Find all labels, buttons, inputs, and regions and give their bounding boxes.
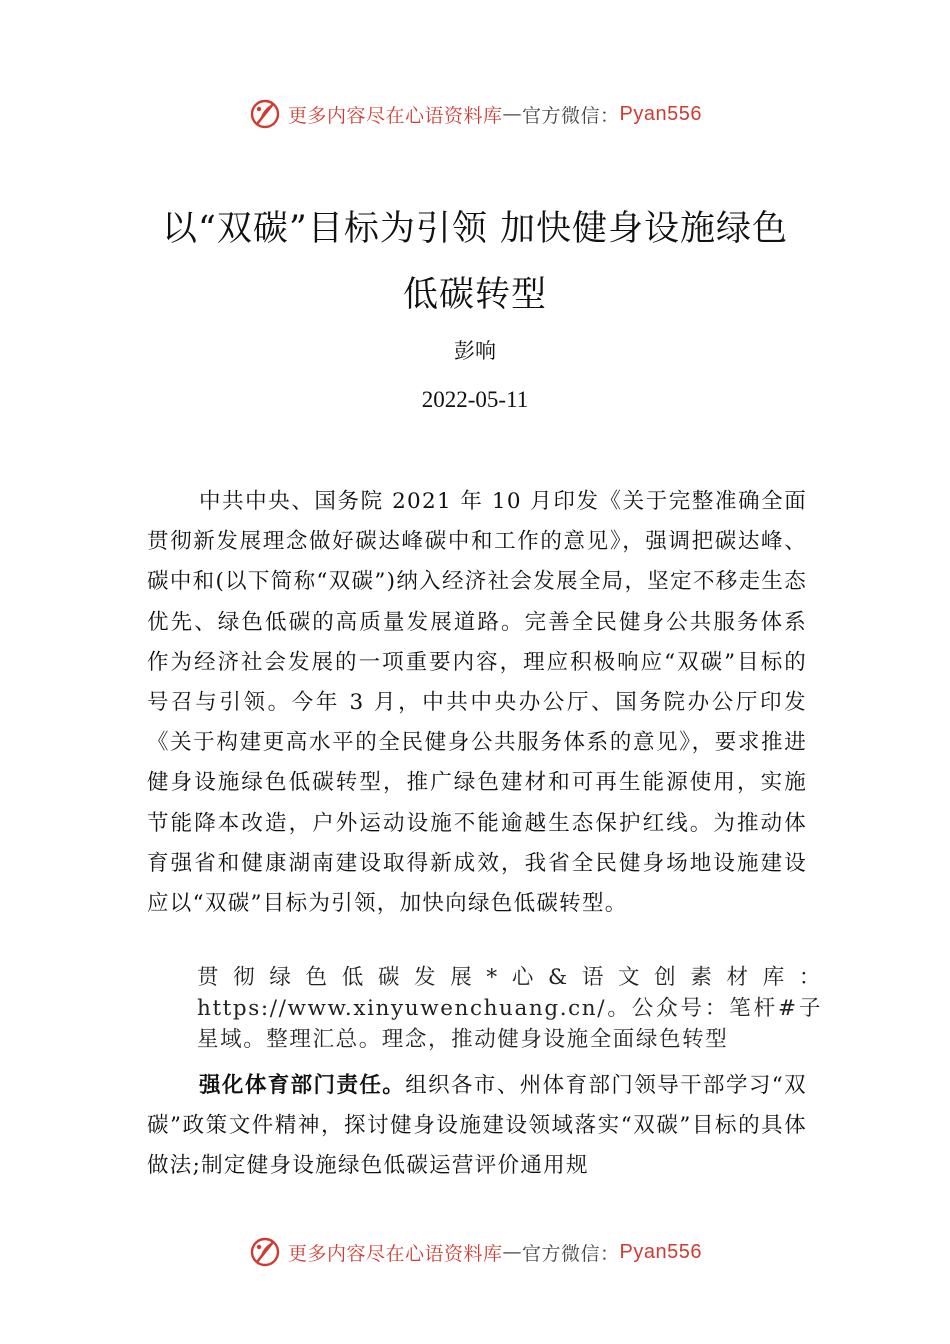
- paragraph-3-heading: 强化体育部门责任。: [199, 1073, 406, 1098]
- banner-brand-text: 更多内容尽在心语资料库: [288, 104, 503, 127]
- article-paragraph-2: 贯彻绿色低碳发展*心&语文创素材库：https://www.xinyuwenchuang.cn/。公众号：笔杆#子星域。整理汇总。理念，推动健身设施全面绿色转型: [197, 965, 822, 1052]
- header-banner: [0, 94, 950, 134]
- banner-wechat-label: 官方微信：: [522, 104, 620, 127]
- footer-banner: [0, 1232, 950, 1272]
- banner-brand-text: 更多内容尽在心语资料库: [288, 1242, 503, 1265]
- article-date: 2022-05-11: [421, 387, 529, 412]
- article-paragraph-1: 中共中央、国务院 2021 年 10 月印发《关于完整准确全面贯彻新发展理念做好碳达峰碳中和工作的意见》，强调把碳达峰、碳中和(以下简称“双碳”)纳入经济社会发展全局，坚定不移走生态优先、绿色低碳的高质量发展道路。完善全民健身公共服务体系作为经济社会发展的一项重要内容，理应积极响应“双碳”目标的号召与引领。今年 3 月，中共中央办公厅、国务院办公厅印发《关于构建更高水平的全民健身公共服务体系的意见》，要求推进健身设施绿色低碳转型，推广绿色建材和可再生能源使用，实施节能降本改造，户外运动设施不能逾越生态保护红线。为推动体育强省和健康湖南建设取得新成效，我省全民健身场地设施建设应以“双碳”目标为引领，加快向绿色低碳转型。: [147, 489, 807, 917]
- article-paragraph-3: [147, 1066, 807, 1187]
- article-title-line-2: 低碳转型: [402, 275, 547, 315]
- banner-wechat-id: Pyan556: [619, 102, 702, 125]
- article-title-line-1: 以“双碳”目标为引领 加快健身设施绿色: [162, 209, 788, 249]
- article-author: 彭响: [454, 339, 496, 363]
- quill-logo-icon: [248, 97, 282, 131]
- banner-wechat-id: Pyan556: [619, 1240, 702, 1263]
- banner-wechat-label: 官方微信：: [522, 1242, 620, 1265]
- banner-dash: —: [502, 103, 523, 125]
- quill-logo-icon: [248, 1235, 282, 1269]
- banner-dash: —: [502, 1241, 523, 1263]
- paragraph-3-body: 组织各市、州体育部门领导干部学习“双碳”政策文件精神，探讨健身设施建设领域落实“双碳”目标的具体做法;制定健身设施绿色低碳运营评价通用规: [147, 1073, 807, 1179]
